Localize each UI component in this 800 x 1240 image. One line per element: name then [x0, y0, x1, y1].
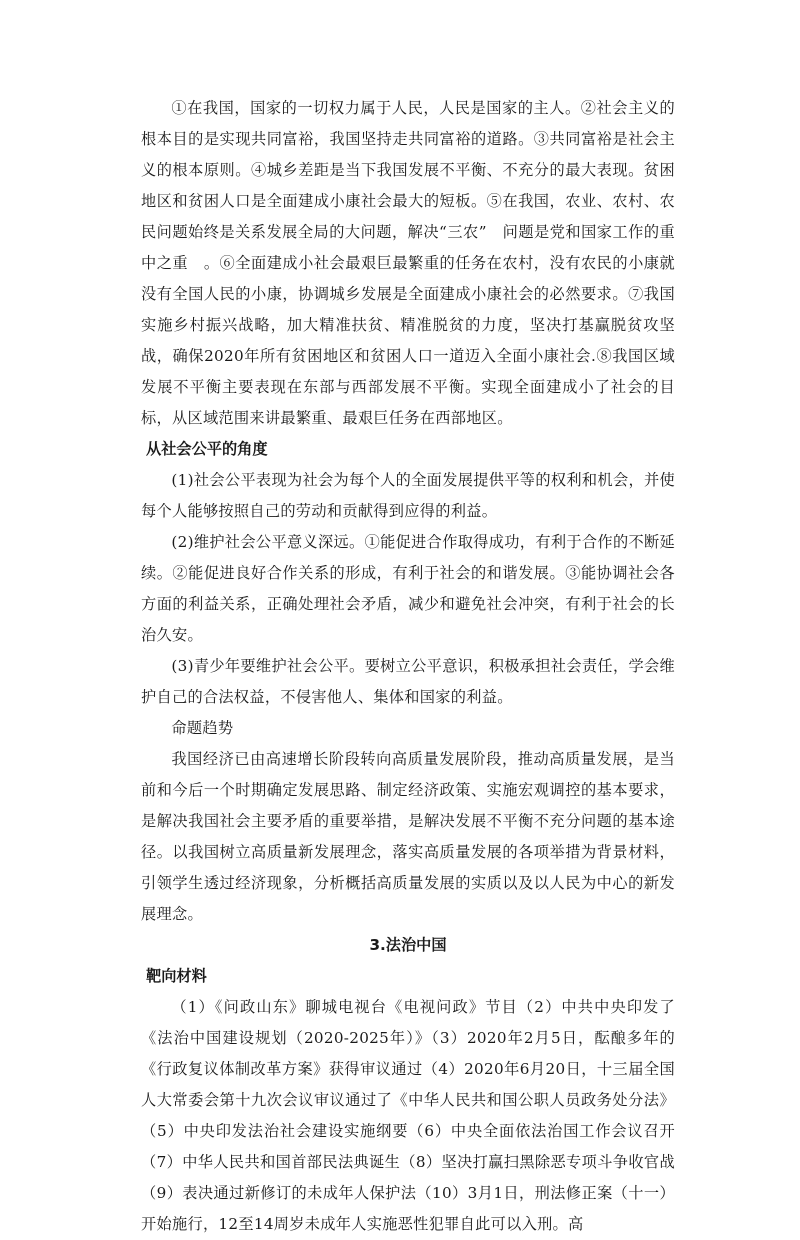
- heading-social-fairness: 从社会公平的角度: [146, 440, 268, 458]
- paragraph-materials: （1）《问政山东》聊城电视台《电视问政》节目（2）中共中央印发了《法治中国建设规划（2020-2025年）》（3）2020年2月5日，酝酿多年的《行政复议体制改革方案》获得审议通过（4）2020年6月20日，十三届全国人大常委会第十九次会议审议通过了《中华人民共和国公职人员政务处分法》（5）中央印发法治社会建设实施纲要（6）中央全面依法治国工作会议召开（7）中华人民共和国首部民法典诞生（8）坚决打赢扫黑除恶专项斗争收官战（9）表决通过新修订的未成年人保护法（10）3月1日，刑法修正案（十一）开始施行，12至14周岁未成年人实施恶性犯罪自此可以入刑。高: [141, 998, 675, 1233]
- paragraph-fairness-3: (3)青少年要维护社会公平。要树立公平意识，积极承担社会责任，学会维护自己的合法权益，不侵害他人、集体和国家的利益。: [141, 657, 675, 706]
- paragraph-common-prosperity: ①在我国，国家的一切权力属于人民，人民是国家的主人。②社会主义的根本目的是实现共同富裕，我国坚持走共同富裕的道路。③共同富裕是社会主义的根本原则。④城乡差距是当下我国发展不平衡、不充分的最大表现。贫困地区和贫困人口是全面建成小康社会最大的短板。⑤在我国，农业、农村、农民问题始终是关系发展全局的大问题，解决“三农” 问题是党和国家工作的重中之重 。⑥全面建成小社会最艰巨最繁重的任务在农村，没有农民的小康就没有全国人民的小康，协调城乡发展是全面建成小康社会的必然要求。⑦我国实施乡村振兴战略，加大精准扶贫、精准脱贫的力度，坚决打基赢脱贫攻坚战，确保2020年所有贫困地区和贫困人口一道迈入全面小康社会.⑧我国区域发展不平衡主要表现在东部与西部发展不平衡。实现全面建成小了社会的目标，从区域范围来讲最繁重、最艰巨任务在西部地区。: [141, 99, 675, 427]
- paragraph-trend: 我国经济已由高速增长阶段转向高质量发展阶段，推动高质量发展，是当前和今后一个时期确定发展思路、制定经济政策、实施宏观调控的基本要求，是解决我国社会主要矛盾的重要举措，是解决发展不平衡不充分问题的基本途径。以我国树立高质量新发展理念，落实高质量发展的各项举措为背景材料，引领学生透过经济现象，分析概括高质量发展的实质以及以人民为中心的新发展理念。: [141, 750, 675, 923]
- heading-target-materials: 靶向材料: [146, 967, 207, 985]
- document-body: [141, 93, 675, 1240]
- paragraph-fairness-2: (2)维护社会公平意义深远。①能促进合作取得成功，有利于合作的不断延续。②能促进良好合作关系的形成，有利于社会的和谐发展。③能协调社会各方面的利益关系，正确处理社会矛盾，减少和避免社会冲突，有利于社会的长治久安。: [141, 533, 675, 644]
- subheading-proposition-trend: 命题趋势: [171, 719, 234, 737]
- section-title-rule-of-law: 3.法治中国: [369, 936, 447, 954]
- paragraph-fairness-1: (1)社会公平表现为社会为每个人的全面发展提供平等的权利和机会，并使每个人能够按照自己的劳动和贡献得到应得的利益。: [141, 471, 675, 520]
